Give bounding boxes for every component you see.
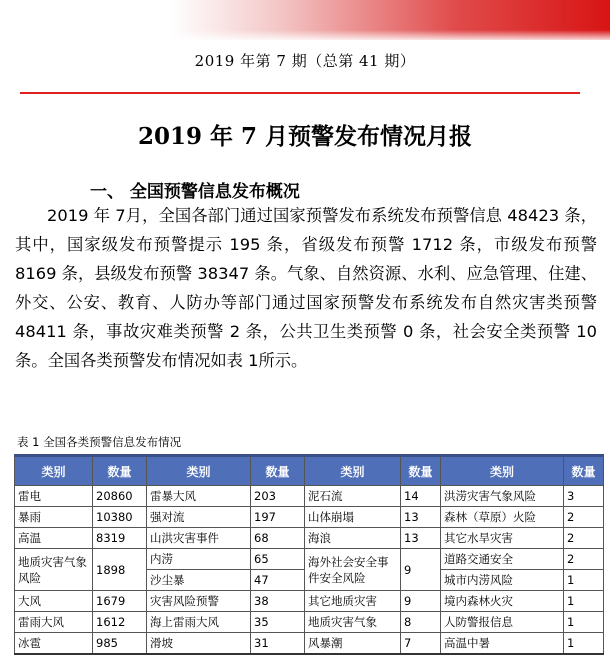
count-cell: 3 — [564, 486, 604, 507]
category-cell: 内涝 — [147, 549, 251, 570]
paragraph-text: 2019 年 7月，全国各部门通过国家预警发布系统发布预警信息 48423 条，其中，国家级发布预警提示 195 条，省级发布预警 1712 条，市级发布预警 8169 条，县级发布预警 38347 条。气象、自然资源、水利、应急管理、住建、外交、公安、教育、人防办等部门通过国家预警发布系统发布自然灾害类预警 48411 条，事故灾难类预警 2 条，公共卫生类预警 0 条，社会安全类预警 10 条。全国各类预警发布情况如表 1所示。 — [15, 206, 597, 370]
header-category-3: 类别 — [305, 456, 401, 486]
count-cell: 9 — [401, 591, 441, 612]
category-cell: 山体崩塌 — [305, 507, 401, 528]
count-cell: 65 — [251, 549, 305, 570]
count-cell: 1679 — [93, 591, 147, 612]
count-cell: 7 — [401, 633, 441, 655]
category-cell: 灾害风险预警 — [147, 591, 251, 612]
header-divider — [20, 92, 580, 94]
header-category-4: 类别 — [441, 456, 564, 486]
category-cell: 冰雹 — [15, 633, 93, 655]
count-cell: 2 — [564, 528, 604, 549]
category-cell: 大风 — [15, 591, 93, 612]
count-cell: 2 — [564, 507, 604, 528]
category-cell: 海外社会安全事件安全风险 — [305, 549, 401, 591]
count-cell: 197 — [251, 507, 305, 528]
count-cell: 1 — [564, 633, 604, 655]
warning-table — [14, 454, 604, 655]
category-cell: 其它地质灾害 — [305, 591, 401, 612]
count-cell: 47 — [251, 570, 305, 591]
category-cell: 其它水旱灾害 — [441, 528, 564, 549]
category-cell: 雷暴大风 — [147, 486, 251, 507]
count-cell: 985 — [93, 633, 147, 655]
count-cell: 1 — [564, 612, 604, 633]
section-heading: 一、 全国预警信息发布概况 — [90, 182, 300, 202]
count-cell: 20860 — [93, 486, 147, 507]
category-cell: 暴雨 — [15, 507, 93, 528]
count-cell: 8319 — [93, 528, 147, 549]
header-count-2: 数量 — [251, 456, 305, 486]
count-cell: 35 — [251, 612, 305, 633]
count-cell: 13 — [401, 507, 441, 528]
header-band-fade — [0, 30, 610, 42]
body-paragraph — [15, 201, 597, 375]
header-category-2: 类别 — [147, 456, 251, 486]
count-cell: 10380 — [93, 507, 147, 528]
category-cell: 泥石流 — [305, 486, 401, 507]
count-cell: 1612 — [93, 612, 147, 633]
category-cell: 雷电 — [15, 486, 93, 507]
count-cell: 2 — [564, 549, 604, 570]
category-cell: 高温 — [15, 528, 93, 549]
table-row — [15, 549, 604, 570]
header-category-1: 类别 — [15, 456, 93, 486]
table-caption: 表 1 全国各类预警信息发布情况 — [17, 435, 182, 449]
header-count-4: 数量 — [564, 456, 604, 486]
table-row — [15, 633, 604, 655]
header-count-3: 数量 — [401, 456, 441, 486]
table-header-row — [15, 456, 604, 486]
table-row — [15, 507, 604, 528]
table-row — [15, 486, 604, 507]
category-cell: 地质灾害气象风险 — [15, 549, 93, 591]
count-cell: 31 — [251, 633, 305, 655]
count-cell: 38 — [251, 591, 305, 612]
category-cell: 海浪 — [305, 528, 401, 549]
count-cell: 1 — [564, 570, 604, 591]
category-cell: 山洪灾害事件 — [147, 528, 251, 549]
category-cell: 森林（草原）火险 — [441, 507, 564, 528]
count-cell: 14 — [401, 486, 441, 507]
category-cell: 沙尘暴 — [147, 570, 251, 591]
header-count-1: 数量 — [93, 456, 147, 486]
category-cell: 风暴潮 — [305, 633, 401, 655]
issue-number: 2019 年第 7 期（总第 41 期） — [194, 52, 416, 70]
category-cell: 高温中暑 — [441, 633, 564, 655]
report-title: 2019 年 7 月预警发布情况月报 — [137, 123, 473, 150]
table-row — [15, 528, 604, 549]
count-cell: 1 — [564, 591, 604, 612]
category-cell: 道路交通安全 — [441, 549, 564, 570]
category-cell: 海上雷雨大风 — [147, 612, 251, 633]
category-cell: 城市内涝风险 — [441, 570, 564, 591]
category-cell: 洪涝灾害气象风险 — [441, 486, 564, 507]
count-cell: 9 — [401, 549, 441, 591]
count-cell: 8 — [401, 612, 441, 633]
category-cell: 人防警报信息 — [441, 612, 564, 633]
count-cell: 203 — [251, 486, 305, 507]
category-cell: 雷雨大风 — [15, 612, 93, 633]
category-cell: 境内森林火灾 — [441, 591, 564, 612]
table-row — [15, 612, 604, 633]
category-cell: 滑坡 — [147, 633, 251, 655]
table-row — [15, 591, 604, 612]
category-cell: 地质灾害气象 — [305, 612, 401, 633]
count-cell: 68 — [251, 528, 305, 549]
count-cell: 1898 — [93, 549, 147, 591]
count-cell: 13 — [401, 528, 441, 549]
category-cell: 强对流 — [147, 507, 251, 528]
